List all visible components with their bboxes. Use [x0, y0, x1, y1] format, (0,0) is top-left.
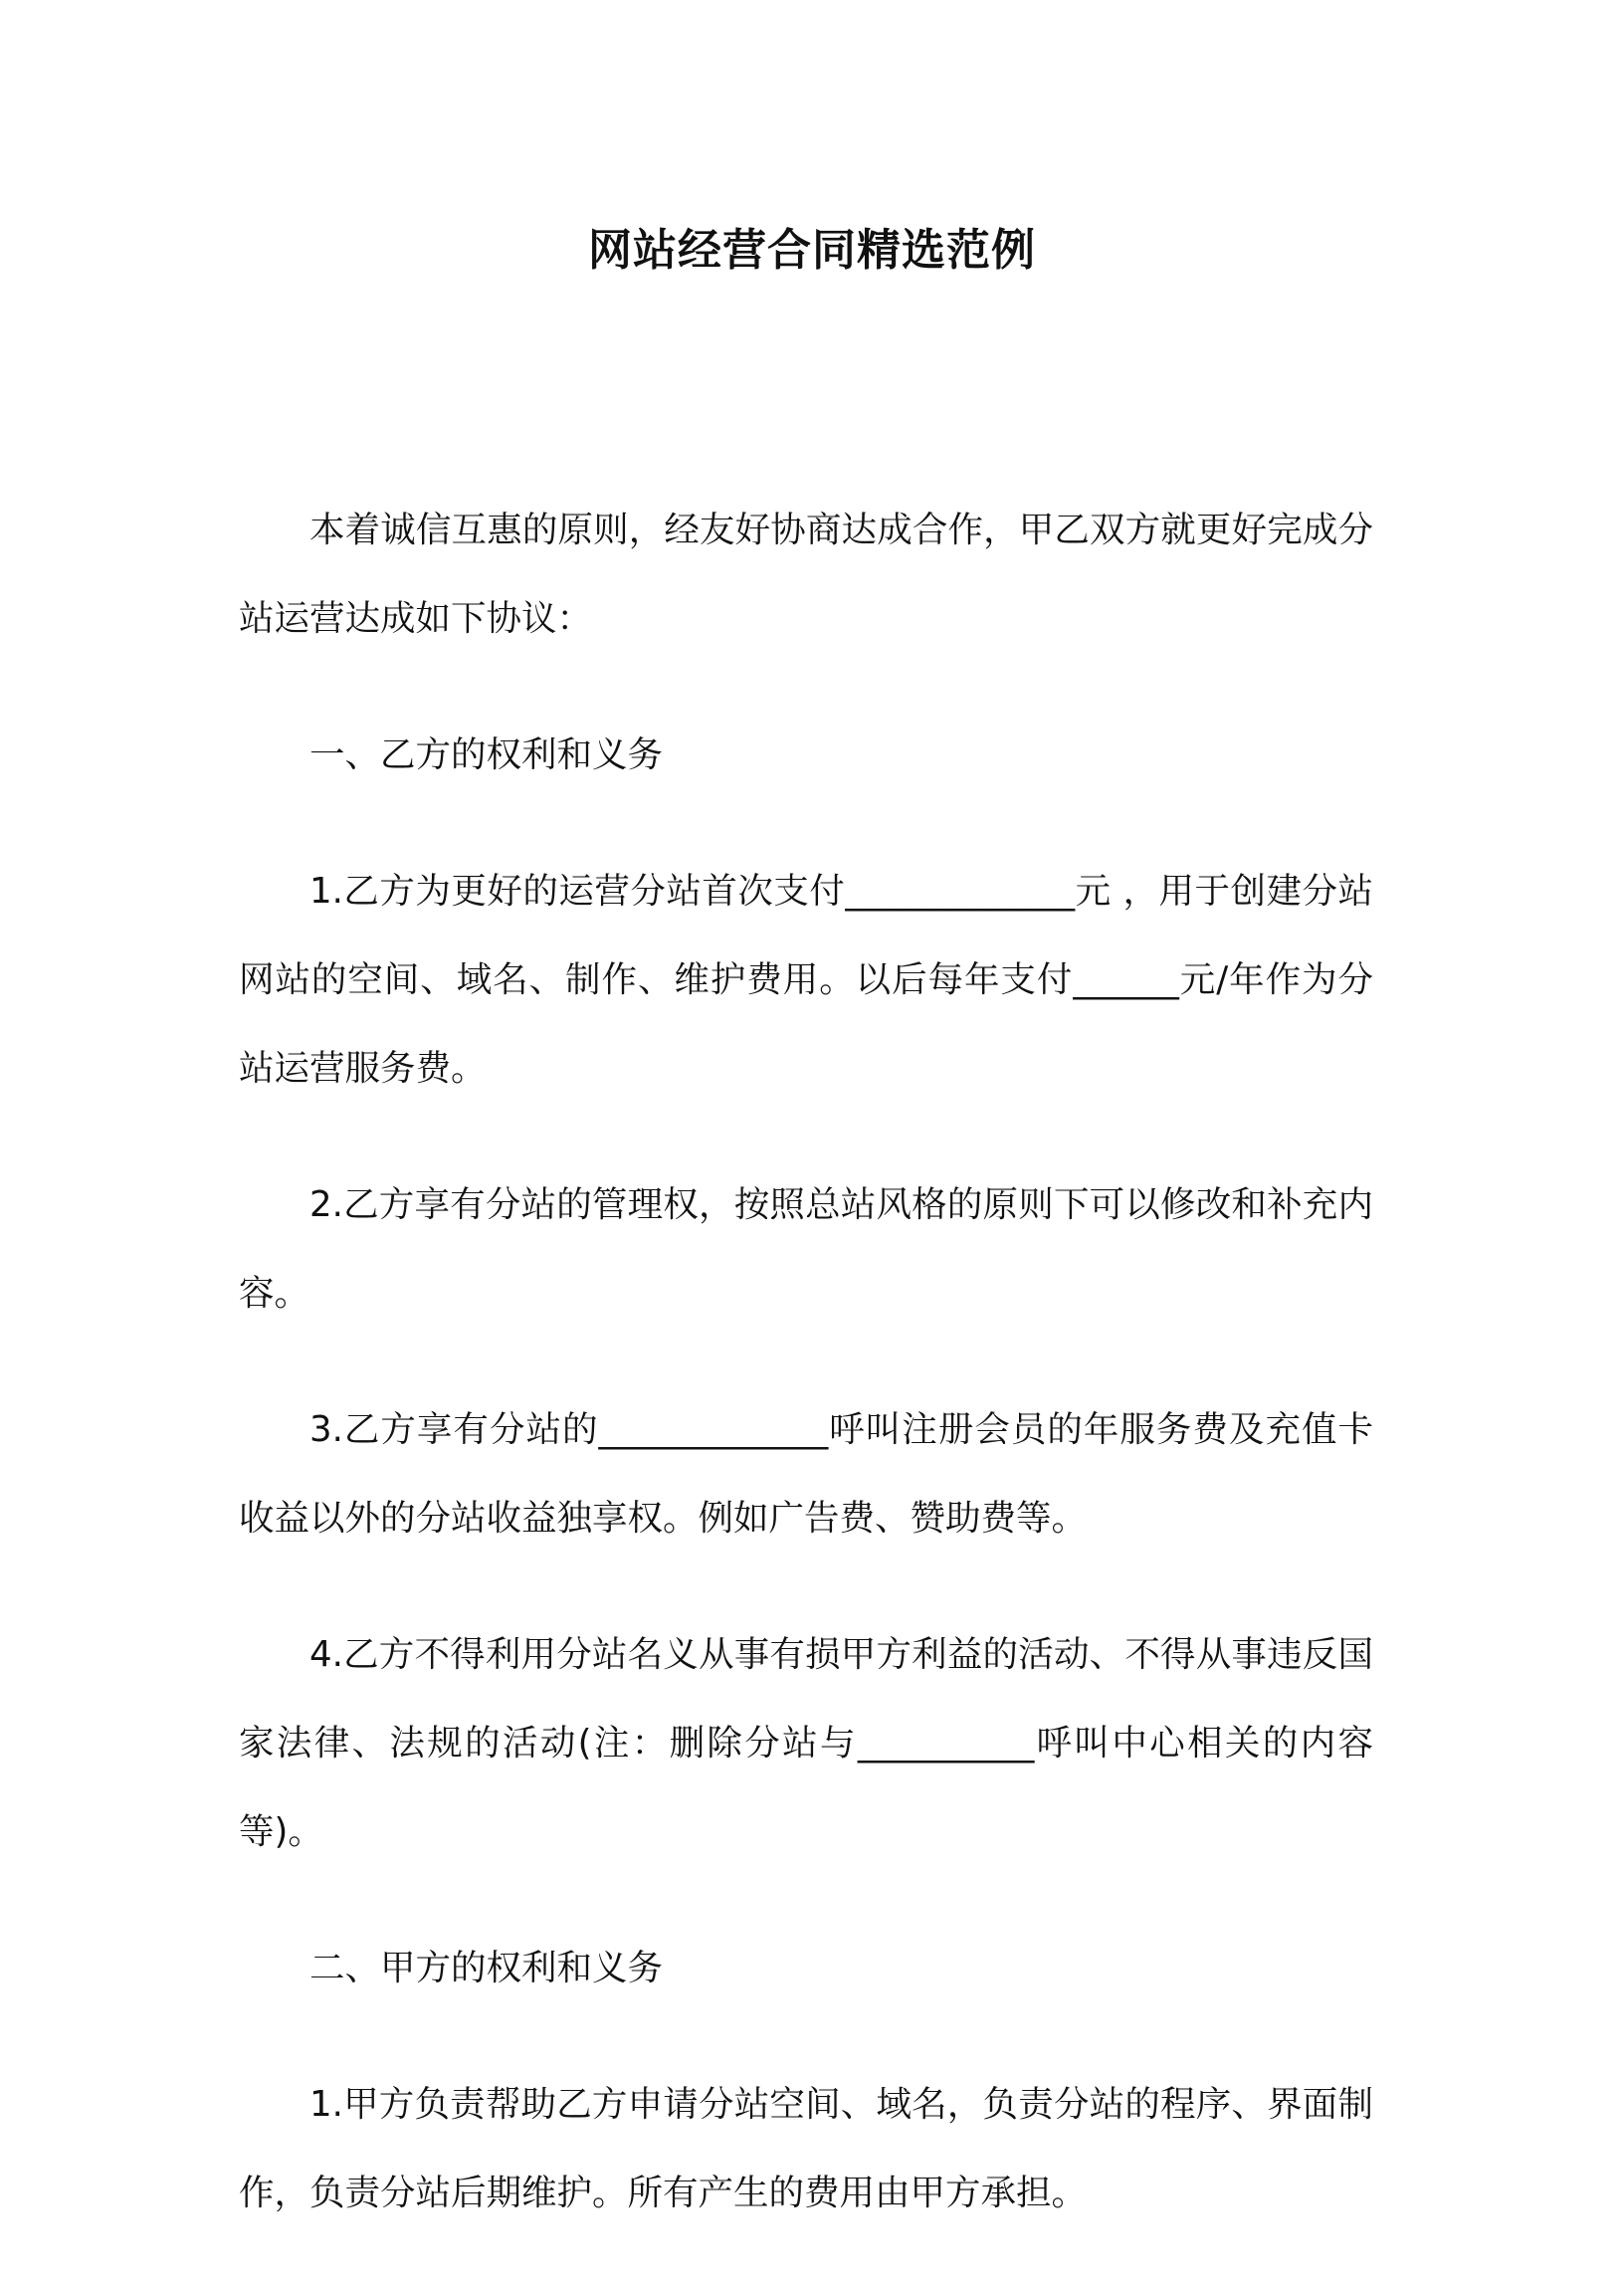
section-heading-party-b: 一、乙方的权利和义务 — [309, 734, 664, 775]
document-body — [239, 486, 1373, 2285]
clause-b-1: 1.乙方为更好的运营分站首次支付_____________元 ，用于创建分站网站的空间、域名、制作、维护费用。以后每年支付______元/年作为分站运营服务费。 — [239, 871, 1373, 1089]
clause-b-3: 3.乙方享有分站的_____________呼叫注册会员的年服务费及充值卡收益以外的分站收益独享权。例如广告费、赞助费等。 — [239, 1409, 1373, 1539]
clause-b-2: 2.乙方享有分站的管理权，按照总站风格的原则下可以修改和补充内容。 — [239, 1184, 1373, 1314]
section-heading-party-a: 二、甲方的权利和义务 — [309, 1948, 664, 1988]
clause-a-1: 1.甲方负责帮助乙方申请分站空间、域名，负责分站的程序、界面制作，负责分站后期维护。所有产生的费用由甲方承担。 — [239, 2084, 1373, 2213]
paragraph-intro: 本着诚信互惠的原则，经友好协商达成合作，甲乙双方就更好完成分站运营达成如下协议： — [239, 510, 1373, 639]
clause-b-4: 4.乙方不得利用分站名义从事有损甲方利益的活动、不得从事违反国家法律、法规的活动(注：删除分站与__________呼叫中心相关的内容等)。 — [239, 1634, 1373, 1852]
document-title: 网站经营合同精选范例 — [588, 225, 1036, 276]
